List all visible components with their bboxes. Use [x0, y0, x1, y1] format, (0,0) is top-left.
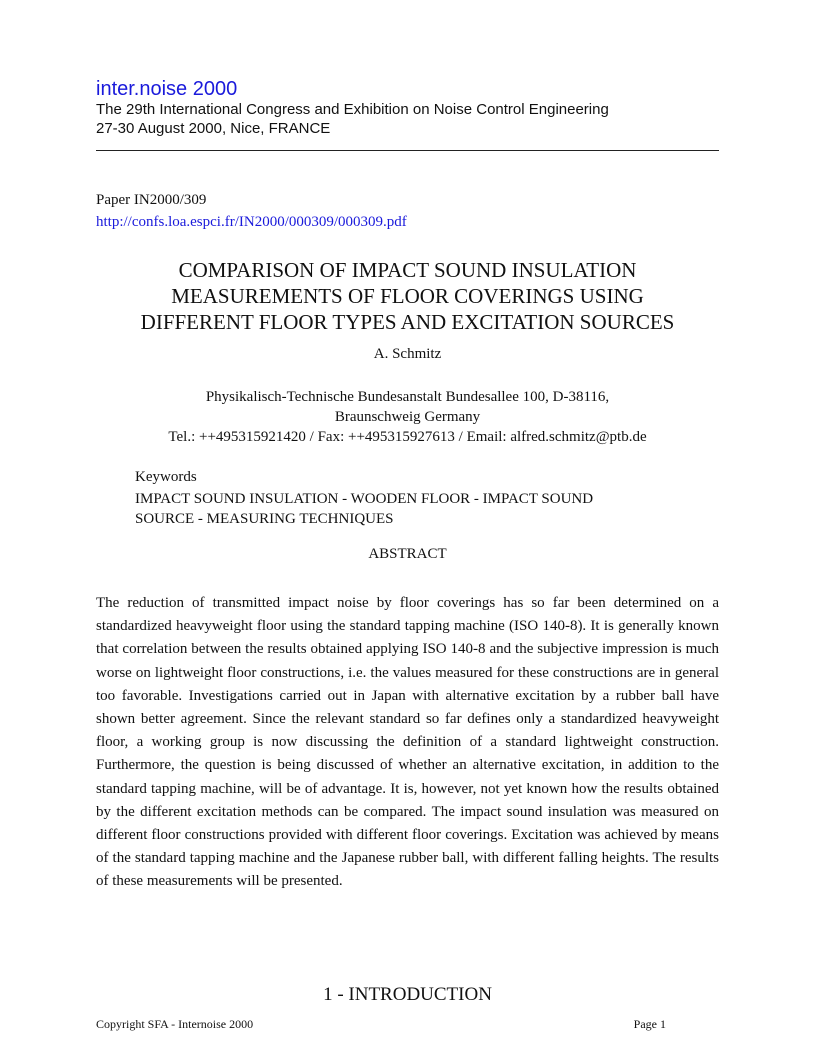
paper-title — [96, 257, 719, 335]
paper-url-link[interactable]: http://confs.loa.espci.fr/IN2000/000309/000309.pdf — [96, 214, 407, 230]
conference-date-location: 27-30 August 2000, Nice, FRANCE — [96, 120, 331, 137]
abstract-body: The reduction of transmitted impact noise by floor coverings has so far been determined on a standardized heavyweight floor using the standard tapping machine (ISO 140-8). It is generally known that correlation between the results obtained applying ISO 140-8 and the subjective impression is much worse on lightweight floor constructions, i.e. the values measured for these constructions are in general too favorable. Investigations carried out in Japan with alternative excitation by a rubber ball have shown better agreement. Since the relevant standard so far defines only a standardized heavyweight floor, a working group is now discussing the definition of a standard lightweight construction. Furthermore, the question is being discussed of whether an alternative excitation, in addition to the standard tapping machine, will be of advantage. It is, however, not yet known how the results obtained by the different excitation methods can be compared. The impact sound insulation was measured on different floor constructions provided with different floor coverings. Excitation was achieved by means of the standard tapping machine and the Japanese rubber ball, with different falling heights. The results of these measurements will be presented. — [96, 595, 719, 890]
keywords-line: IMPACT SOUND INSULATION - WOODEN FLOOR - IMPACT SOUND — [135, 491, 594, 507]
affiliation-line: Braunschweig Germany — [334, 409, 481, 425]
title-line: DIFFERENT FLOOR TYPES AND EXCITATION SOURCES — [140, 310, 675, 334]
affiliation-line: Physikalisch-Technische Bundesanstalt Bundesallee 100, D-38116, — [205, 389, 610, 405]
conference-subtitle: The 29th International Congress and Exhibition on Noise Control Engineering — [96, 101, 609, 118]
author-name: A. Schmitz — [373, 346, 442, 362]
paper-id: Paper IN2000/309 — [96, 192, 207, 208]
section-heading-introduction: 1 - INTRODUCTION — [323, 984, 492, 1005]
footer-page-number: Page 1 — [633, 1017, 666, 1031]
keywords-label: Keywords — [135, 469, 197, 485]
keywords-list — [135, 489, 593, 529]
keywords-line: SOURCE - MEASURING TECHNIQUES — [135, 511, 394, 527]
title-line: COMPARISON OF IMPACT SOUND INSULATION — [178, 258, 637, 282]
affiliation — [96, 387, 719, 447]
abstract-heading: ABSTRACT — [368, 546, 447, 562]
footer-copyright: Copyright SFA - Internoise 2000 — [96, 1017, 254, 1031]
affiliation-line: Tel.: ++495315921420 / Fax: ++495315927613 / Email: alfred.schmitz@ptb.de — [168, 429, 647, 445]
title-line: MEASUREMENTS OF FLOOR COVERINGS USING — [171, 284, 644, 308]
header-divider — [96, 150, 719, 151]
conference-name: inter.noise 2000 — [96, 78, 238, 100]
